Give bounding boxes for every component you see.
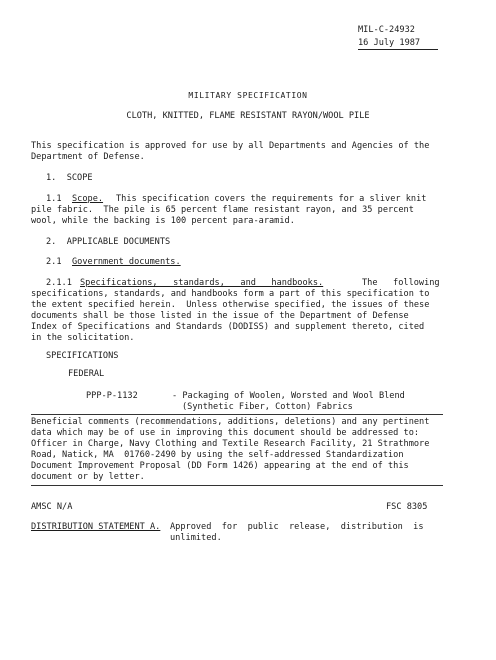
specifications-heading: SPECIFICATIONS (46, 351, 119, 361)
specs-line-1: specifications, standards, and handbooks form a part of this specification to (31, 289, 430, 299)
comments-line-5: Document Improvement Proposal (DD Form 1426) appearing at the end of this (31, 461, 409, 471)
specs-para-title: Specifications, standards, and handbooks. (80, 278, 324, 288)
gov-docs-title: Government documents. (72, 257, 181, 267)
comments-top-rule (31, 414, 443, 415)
section-1-heading: 1. SCOPE (46, 173, 93, 183)
document-number: MIL-C-24932 (358, 25, 415, 35)
amsc-code: AMSC N/A (31, 502, 73, 512)
document-date: 16 July 1987 (358, 38, 438, 50)
specs-line-5: in the solicitation. (31, 333, 135, 343)
comments-line-6: document or by letter. (31, 472, 145, 482)
distribution-text-2: unlimited. (170, 533, 222, 543)
document-title: CLOTH, KNITTED, FLAME RESISTANT RAYON/WOOL PILE (126, 111, 370, 121)
approval-line-1: This specification is approved for use by all Departments and Agencies of the (31, 141, 430, 151)
comments-line-2: data which may be of use in improving this document should be addressed to: (31, 428, 420, 438)
gov-docs-number: 2.1 (46, 257, 62, 267)
comments-bottom-rule (31, 485, 443, 486)
specs-line-4: Index of Specifications and Standards (DODISS) and supplement thereto, cited (31, 322, 425, 332)
specs-line-2: the extent specified herein. Unless otherwise specified, the issues of these (31, 300, 430, 310)
comments-line-4: Road, Natick, MA 01760-2490 by using the self-addressed Standardization (31, 450, 404, 460)
ref-doc-title-2: (Synthetic Fiber, Cotton) Fabrics (182, 402, 353, 412)
scope-para-title: Scope. (72, 194, 104, 204)
distribution-label: DISTRIBUTION STATEMENT A. (31, 522, 161, 532)
scope-para-number: 1.1 (46, 194, 62, 204)
federal-subheading: FEDERAL (68, 369, 105, 379)
ref-doc-title-1: - Packaging of Woolen, Worsted and Wool Blend (172, 391, 405, 401)
comments-line-1: Beneficial comments (recommendations, additions, deletions) and any pertinent (31, 417, 430, 427)
specs-para-tail: The following (362, 278, 440, 288)
ref-doc-id: PPP-P-1132 (86, 391, 138, 401)
distribution-text-1: Approved for public release, distribution is (170, 522, 424, 532)
fsc-code: FSC 8305 (386, 502, 428, 512)
specs-para-number: 2.1.1 (46, 278, 72, 288)
scope-line-3: wool, while the backing is 100 percent para-aramid. (31, 216, 295, 226)
spec-type: MILITARY SPECIFICATION (188, 91, 308, 100)
comments-line-3: Officer in Charge, Navy Clothing and Textile Research Facility, 21 Strathmore (31, 439, 430, 449)
approval-line-2: Department of Defense. (31, 152, 145, 162)
section-2-heading: 2. APPLICABLE DOCUMENTS (46, 237, 171, 247)
scope-line-1: This specification covers the requirements for a sliver knit (116, 194, 427, 204)
specs-line-3: documents shall be those listed in the issue of the Department of Defense (31, 311, 409, 321)
scope-line-2: pile fabric. The pile is 65 percent flame resistant rayon, and 35 percent (31, 205, 414, 215)
